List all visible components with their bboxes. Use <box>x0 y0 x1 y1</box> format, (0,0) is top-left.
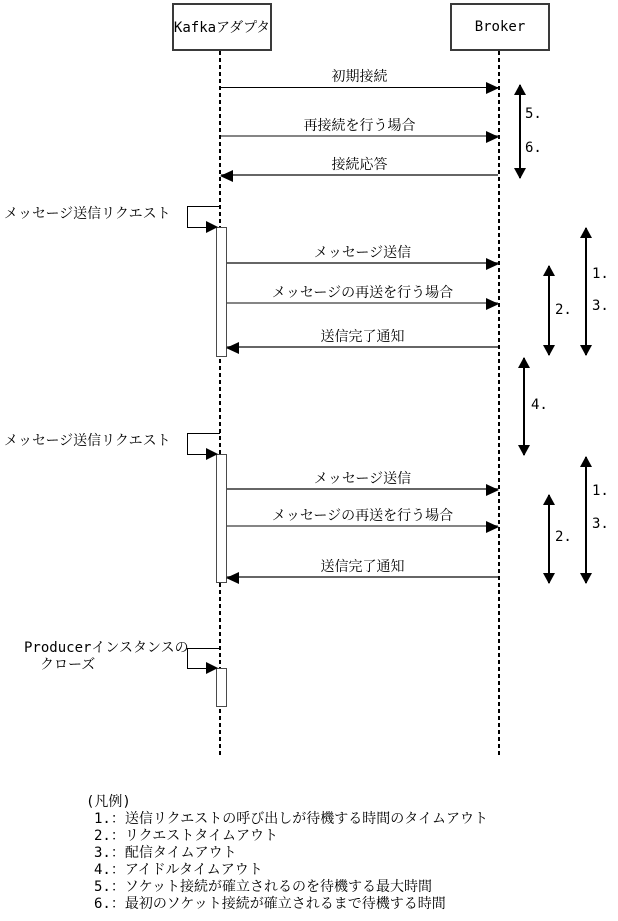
legend-item-2: 2.：リクエストタイムアウト <box>94 828 279 844</box>
arrowhead-right-icon <box>486 82 499 94</box>
arrowhead-down-icon <box>543 345 555 356</box>
duration-label-4: 4. <box>531 397 548 413</box>
arrowhead-right-icon <box>486 298 499 310</box>
duration-label-3-first: 3. <box>592 298 609 314</box>
message-send-complete-2 <box>227 558 498 578</box>
message-resend-2-label: メッセージの再送を行う場合 <box>271 508 454 524</box>
legend-title: (凡例) <box>86 794 131 810</box>
legend-item-3: 3.：配信タイムアウト <box>94 845 237 861</box>
duration-arrow-2-first <box>548 266 550 355</box>
message-connect-response <box>221 156 498 176</box>
message-send-complete-1-label: 送信完了通知 <box>320 329 405 345</box>
message-resend-1-label: メッセージの再送を行う場合 <box>271 285 454 301</box>
arrowhead-up-icon <box>580 227 592 238</box>
duration-arrow-1-3-first <box>585 228 587 355</box>
arrowhead-left-icon <box>226 572 239 584</box>
activation-bar-send-2 <box>216 454 227 583</box>
activation-bar-send-1 <box>216 227 227 357</box>
arrowhead-up-icon <box>543 494 555 505</box>
message-line <box>221 135 498 137</box>
self-loop-side <box>187 433 188 454</box>
arrowhead-left-icon <box>226 342 239 354</box>
legend-item-5: 5.：ソケット接続が確立されるのを待機する最大時間 <box>94 879 433 895</box>
actor-broker-label: Broker <box>474 19 526 35</box>
self-loop-top <box>187 433 220 434</box>
message-connect-response-label: 接続応答 <box>331 157 388 173</box>
message-line <box>227 262 498 264</box>
legend-item-4: 4.：アイドルタイムアウト <box>94 862 263 878</box>
duration-label-1-second: 1. <box>592 483 609 499</box>
self-loop-side <box>187 648 188 668</box>
lifeline-broker <box>498 51 500 757</box>
message-send-complete-2-label: 送信完了通知 <box>320 559 405 575</box>
message-initial-connect-label: 初期接続 <box>331 69 388 85</box>
duration-arrow-4 <box>523 358 525 455</box>
arrowhead-down-icon <box>518 445 530 456</box>
message-line <box>227 576 498 578</box>
arrowhead-right-icon <box>486 258 499 270</box>
arrowhead-down-icon <box>514 168 526 179</box>
arrowhead-right-icon <box>206 448 218 460</box>
self-message-producer-close-label <box>24 640 189 674</box>
message-reconnect-label: 再接続を行う場合 <box>303 118 416 134</box>
self-message-send-request-1-label: メッセージ送信リクエスト <box>4 206 171 222</box>
arrowhead-up-icon <box>543 265 555 276</box>
self-loop-side <box>187 206 188 227</box>
arrowhead-right-icon <box>486 484 499 496</box>
message-line <box>221 174 498 176</box>
message-initial-connect <box>221 68 498 88</box>
legend <box>86 794 488 913</box>
duration-label-5: 5. <box>525 106 542 122</box>
message-send-1 <box>227 244 498 264</box>
message-line <box>227 346 498 348</box>
self-loop-bottom <box>187 227 208 228</box>
message-resend-2 <box>227 507 498 527</box>
actor-broker <box>450 3 550 51</box>
duration-arrow-2-second <box>548 495 550 583</box>
actor-kafka-adapter-label: Kafkaアダプタ <box>173 20 271 36</box>
duration-label-6: 6. <box>525 140 542 156</box>
legend-item-1: 1.：送信リクエストの呼び出しが待機する時間のタイムアウト <box>94 811 489 827</box>
duration-arrow-1-3-second <box>585 457 587 583</box>
message-line <box>227 302 498 304</box>
legend-item-6: 6.：最初のソケット接続が確立されるまで待機する時間 <box>94 896 446 912</box>
arrowhead-right-icon <box>206 662 218 674</box>
producer-close-line2: クローズ <box>40 657 96 673</box>
message-resend-1 <box>227 284 498 304</box>
message-send-2-label: メッセージ送信 <box>313 471 412 487</box>
arrowhead-right-icon <box>486 521 499 533</box>
arrowhead-down-icon <box>580 345 592 356</box>
arrowhead-left-icon <box>220 170 233 182</box>
self-loop-bottom <box>187 668 208 669</box>
self-loop-top <box>187 206 220 207</box>
message-line <box>227 525 498 527</box>
duration-arrow-5-6 <box>519 85 521 178</box>
message-send-1-label: メッセージ送信 <box>313 245 412 261</box>
message-send-2 <box>227 470 498 490</box>
message-line <box>221 87 498 88</box>
self-loop-bottom <box>187 454 208 455</box>
message-send-complete-1 <box>227 328 498 348</box>
message-reconnect <box>221 117 498 137</box>
actor-kafka-adapter <box>172 3 272 51</box>
arrowhead-up-icon <box>518 357 530 368</box>
arrowhead-down-icon <box>580 573 592 584</box>
duration-label-1-first: 1. <box>592 266 609 282</box>
message-line <box>227 488 498 490</box>
duration-label-3-second: 3. <box>592 516 609 532</box>
self-message-send-request-2-label: メッセージ送信リクエスト <box>4 433 171 449</box>
arrowhead-down-icon <box>543 573 555 584</box>
arrowhead-up-icon <box>580 456 592 467</box>
producer-close-line1: Producerインスタンスの <box>24 640 189 656</box>
self-loop-top <box>187 648 220 649</box>
duration-label-2-second: 2. <box>555 529 572 545</box>
duration-label-2-first: 2. <box>555 302 572 318</box>
arrowhead-right-icon <box>206 221 218 233</box>
arrowhead-up-icon <box>514 84 526 95</box>
arrowhead-right-icon <box>486 131 499 143</box>
